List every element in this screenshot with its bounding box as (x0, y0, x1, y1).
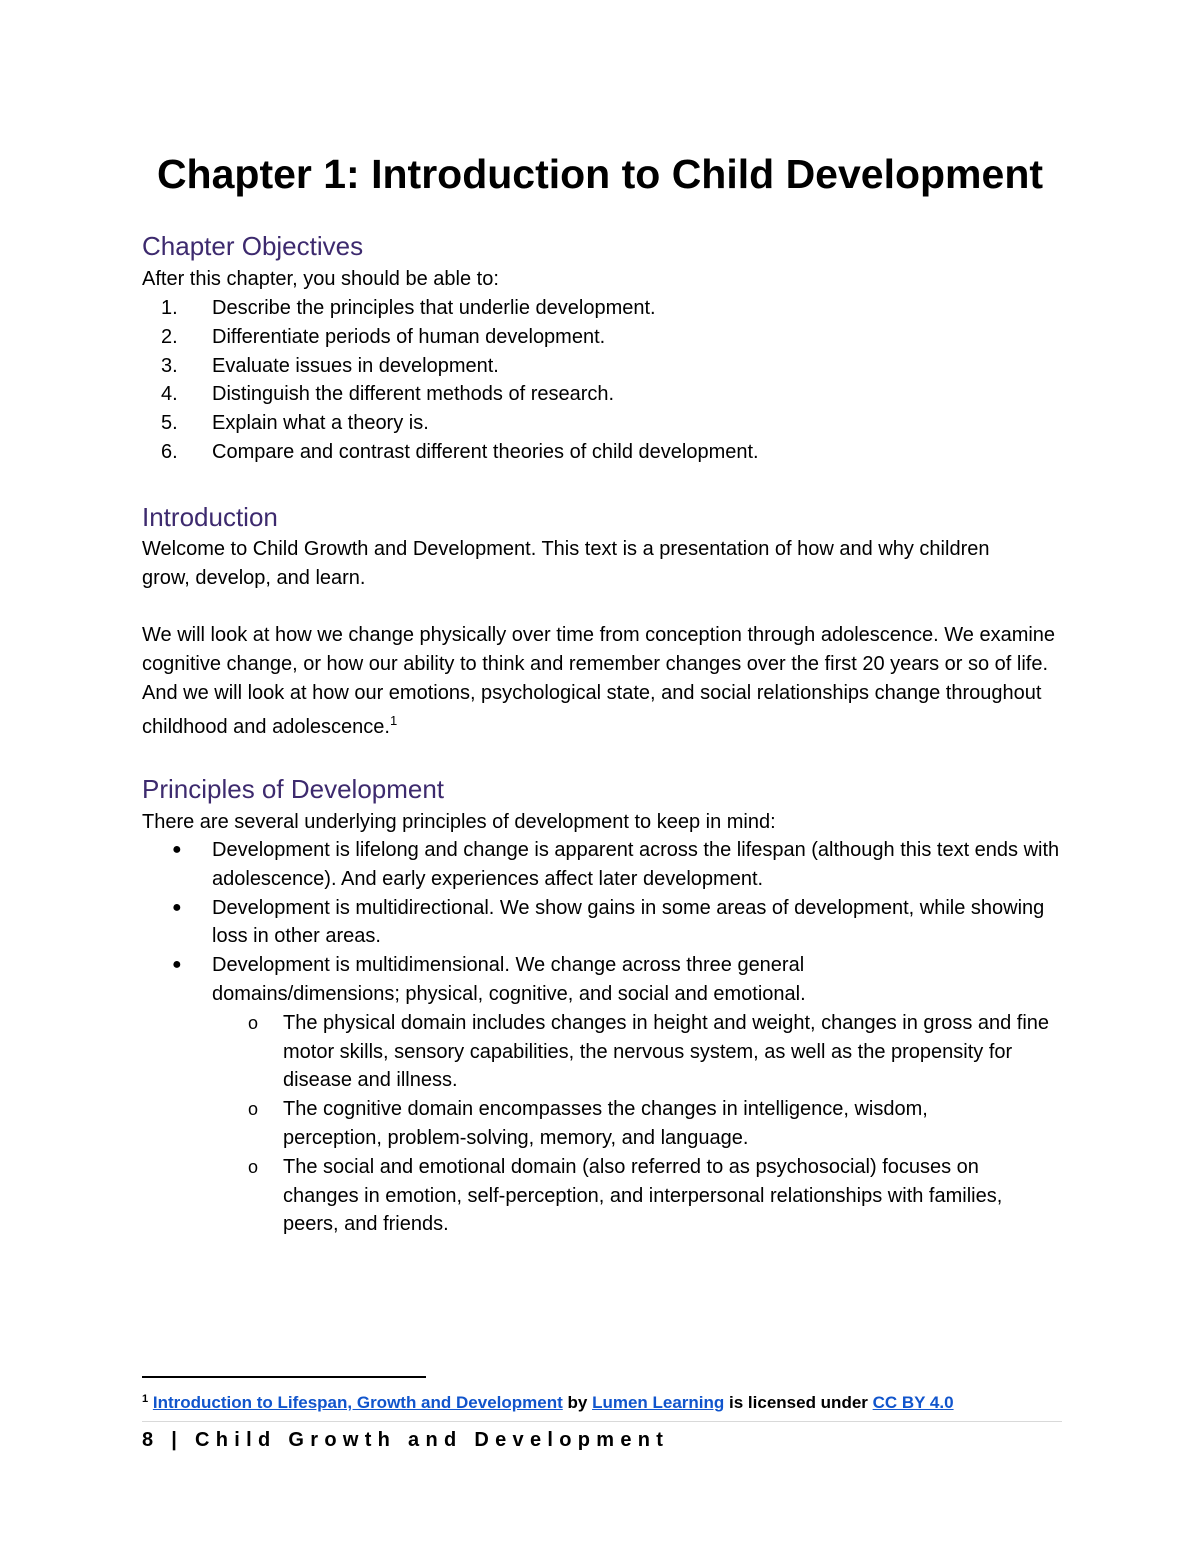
introduction-paragraph-2-text: We will look at how we change physically over time from conception through adolescence. We examine cognitive change, or how our ability to think and remember changes over the first 20 years or so of life. And we will look at how our emotions, psychological state, and social relationships change throughout childhood and adolescence. (142, 624, 1056, 739)
objective-item (142, 438, 1072, 467)
footnote (142, 1385, 954, 1417)
footer-book-title: Child Growth and Development (195, 1429, 670, 1451)
introduction-heading: Introduction (142, 502, 278, 532)
footnote-link-source[interactable]: Introduction to Lifespan, Growth and Development (152, 1393, 563, 1412)
objective-number: 6. (161, 440, 178, 463)
objective-item (142, 380, 1072, 409)
footnote-license-text: is licensed under (724, 1393, 873, 1412)
principle-subitems (142, 1009, 1072, 1239)
sub-bullet-icon: o (248, 1156, 259, 1177)
objective-item (142, 409, 1072, 438)
objective-number: 2. (161, 325, 178, 348)
domain-list (212, 1009, 1072, 1239)
page-number: 8 (142, 1429, 160, 1451)
domain-item (212, 1153, 1072, 1239)
introduction-paragraph-1: Welcome to Child Growth and Development. This text is a presentation of how and why children grow, develop, and learn. (142, 538, 990, 589)
page-title: Chapter 1: Introduction to Child Development (156, 151, 1044, 197)
domain-text: The physical domain includes changes in height and weight, changes in gross and fine motor skills, sensory capabilities, the nervous system, as well as the propensity for disease and illness. (283, 1011, 1050, 1092)
objective-item (142, 352, 1072, 381)
objective-text: Explain what a theory is. (212, 412, 429, 435)
bullet-icon: ● (172, 956, 182, 974)
footer-separator: | (159, 1429, 196, 1451)
domain-text: The cognitive domain encompasses the changes in intelligence, wisdom, perception, problem-solving, memory, and language. (283, 1098, 928, 1149)
objective-item (142, 323, 1072, 352)
footnote-number: 1 (142, 1393, 149, 1405)
footnote-separator (142, 1376, 426, 1378)
footnote-link-author[interactable]: Lumen Learning (592, 1393, 725, 1412)
principle-text: Development is lifelong and change is apparent across the lifespan (although this text ends with adolescence). And early experiences affect later development. (212, 839, 1060, 890)
principles-intro: There are several underlying principles of development to keep in mind: (142, 811, 776, 833)
objectives-list (142, 294, 1072, 467)
objective-item (142, 294, 1072, 323)
footer-divider (142, 1421, 1062, 1422)
bullet-icon: ● (172, 841, 182, 858)
principle-text: Development is multidimensional. We change across three general domains/dimensions; physical, cognitive, and social and emotional. (212, 954, 806, 1005)
domain-item (212, 1095, 1072, 1153)
principle-item (142, 836, 1072, 894)
objectives-heading: Chapter Objectives (142, 231, 364, 261)
domain-text: The social and emotional domain (also referred to as psychosocial) focuses on changes in emotion, self-perception, and interpersonal relationships with families, peers, and friends. (283, 1155, 1003, 1236)
objectives-intro: After this chapter, you should be able to: (142, 268, 499, 290)
objective-text: Evaluate issues in development. (212, 354, 499, 377)
objective-text: Differentiate periods of human development. (212, 325, 606, 348)
domain-item (212, 1009, 1072, 1095)
bullet-icon: ● (172, 898, 182, 916)
footnote-by-text: by (562, 1393, 593, 1412)
footnote-link-license[interactable]: CC BY 4.0 (872, 1393, 954, 1412)
principle-item (142, 951, 1072, 1009)
objective-text: Compare and contrast different theories of child development. (212, 440, 759, 463)
objective-number: 3. (161, 354, 178, 377)
principles-heading: Principles of Development (142, 774, 445, 804)
objective-number: 4. (161, 383, 178, 406)
objective-number: 5. (161, 412, 178, 435)
objective-number: 1. (161, 297, 178, 319)
objective-text: Distinguish the different methods of research. (212, 383, 615, 406)
sub-bullet-icon: o (248, 1099, 259, 1120)
principle-item (142, 894, 1072, 952)
footnote-reference: 1 (389, 713, 398, 729)
objective-text: Describe the principles that underlie development. (212, 297, 656, 319)
introduction-paragraph-2 (142, 621, 1077, 742)
page-footer (142, 1425, 669, 1455)
principle-text: Development is multidirectional. We show gains in some areas of development, while showing loss in other areas. (212, 896, 1045, 948)
principles-list (142, 836, 1072, 1239)
sub-bullet-icon: o (248, 1012, 259, 1033)
